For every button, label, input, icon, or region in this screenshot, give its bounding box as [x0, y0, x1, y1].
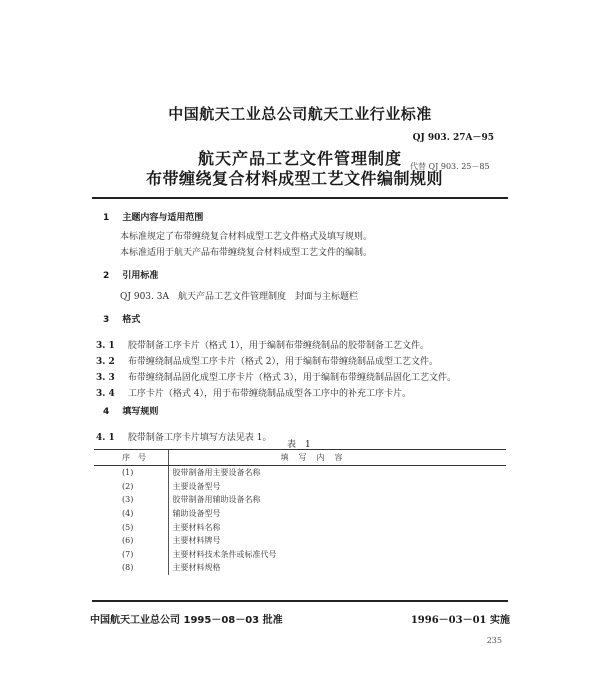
table-row: [94, 493, 506, 507]
section-4-number: 4: [103, 407, 110, 417]
section-1-number: 1: [103, 213, 110, 223]
row-seq: (7): [122, 549, 134, 559]
row-seq: (6): [122, 536, 134, 546]
table-row: [94, 534, 506, 548]
clause-3-4: [96, 381, 411, 400]
row-seq: (4): [122, 509, 134, 519]
row-content: 主要材料名称: [168, 520, 506, 534]
row-content: 主要设备型号: [168, 480, 506, 494]
section-1-title: 主题内容与适用范围: [122, 213, 204, 223]
table-row: [94, 507, 506, 521]
replaces-standard: 代替 QJ 903. 25－85: [410, 162, 490, 171]
section-2-number: 2: [103, 271, 110, 281]
table-row: [94, 548, 506, 562]
table-caption: 表 1: [287, 440, 311, 450]
section-4-title: 填写规则: [122, 407, 159, 417]
clause-text: 工序卡片（格式 4），用于布带缠绕制品成型各工序中的补充工序卡片。: [127, 389, 411, 399]
table-row: [94, 520, 506, 534]
table-row: [94, 466, 506, 480]
section-3-number: 3: [103, 315, 110, 325]
row-content: 胶带制备用辅助设备名称: [168, 493, 506, 507]
row-seq: (5): [122, 522, 134, 532]
clause-number: 3. 3: [96, 373, 115, 383]
table-header-row: [94, 450, 506, 466]
section-1-paragraph-2: 本标准适用于航天产品布带缠绕复合材料成型工艺文件的编制。: [120, 248, 373, 258]
row-content: 辅助设备型号: [168, 507, 506, 521]
effective-date: 1996－03－01 实施: [410, 615, 510, 626]
section-3-title: 格式: [122, 315, 141, 325]
section-2-heading: [103, 268, 158, 281]
row-seq: (2): [122, 481, 134, 491]
row-content: 胶带制备用主要设备名称: [168, 466, 506, 480]
standard-code: QJ 903. 27A－95: [412, 133, 494, 143]
row-seq: (1): [122, 468, 134, 478]
clause-number: 4. 1: [96, 433, 115, 443]
header-rule: [92, 197, 508, 199]
clause-number: 3. 4: [96, 389, 115, 399]
row-seq: (3): [122, 495, 134, 505]
section-2-title: 引用标准: [122, 271, 159, 281]
clause-text: 布带缠绕制品固化成型工序卡片（格式 3），用于编制布带缠绕制品固化工艺文件。: [127, 373, 456, 383]
section-4-heading: [103, 404, 158, 417]
clause-number: 3. 2: [96, 357, 115, 367]
approval-date: 中国航天工业总公司 1995－08－03 批准: [90, 615, 283, 626]
document-title-line2: 布带缠绕复合材料成型工艺文件编制规则: [146, 169, 444, 188]
standard-category: 中国航天工业总公司航天工业行业标准: [168, 105, 432, 123]
fill-rules-table: [94, 449, 506, 575]
row-content: 主要材料牌号: [168, 534, 506, 548]
clause-number: 3. 1: [96, 341, 115, 351]
clause-text: 布带缠绕制品成型工序卡片（格式 2），用于编制布带缠绕制品成型工艺文件。: [127, 357, 438, 367]
clause-text: 胶带制备工序卡片（格式 1），用于编制布带缠绕制品的胶带制备工艺文件。: [127, 341, 429, 351]
column-header-content: 填写内容: [168, 450, 506, 466]
page-number: 235: [486, 636, 502, 645]
row-seq: (8): [122, 563, 134, 573]
section-1-paragraph-1: 本标准规定了布带缠绕复合材料成型工艺文件格式及填写规则。: [120, 232, 373, 242]
clause-4-1: [96, 425, 271, 444]
row-content: 主要材料技术条件或标准代号: [168, 548, 506, 562]
clause-text: 胶带制备工序卡片填写方法见表 1。: [127, 433, 272, 443]
row-content: 主要材料规格: [168, 561, 506, 575]
referenced-standard: QJ 903. 3A 航天产品工艺文件管理制度 封面与主标题栏: [120, 292, 358, 302]
table-row: [94, 480, 506, 494]
footer-rule: [92, 600, 508, 602]
column-header-seq: 序 号: [94, 450, 168, 466]
document-title-line1: 航天产品工艺文件管理制度: [197, 149, 402, 168]
section-1-heading: [103, 210, 203, 223]
section-3-heading: [103, 312, 140, 325]
table-row: [94, 561, 506, 575]
